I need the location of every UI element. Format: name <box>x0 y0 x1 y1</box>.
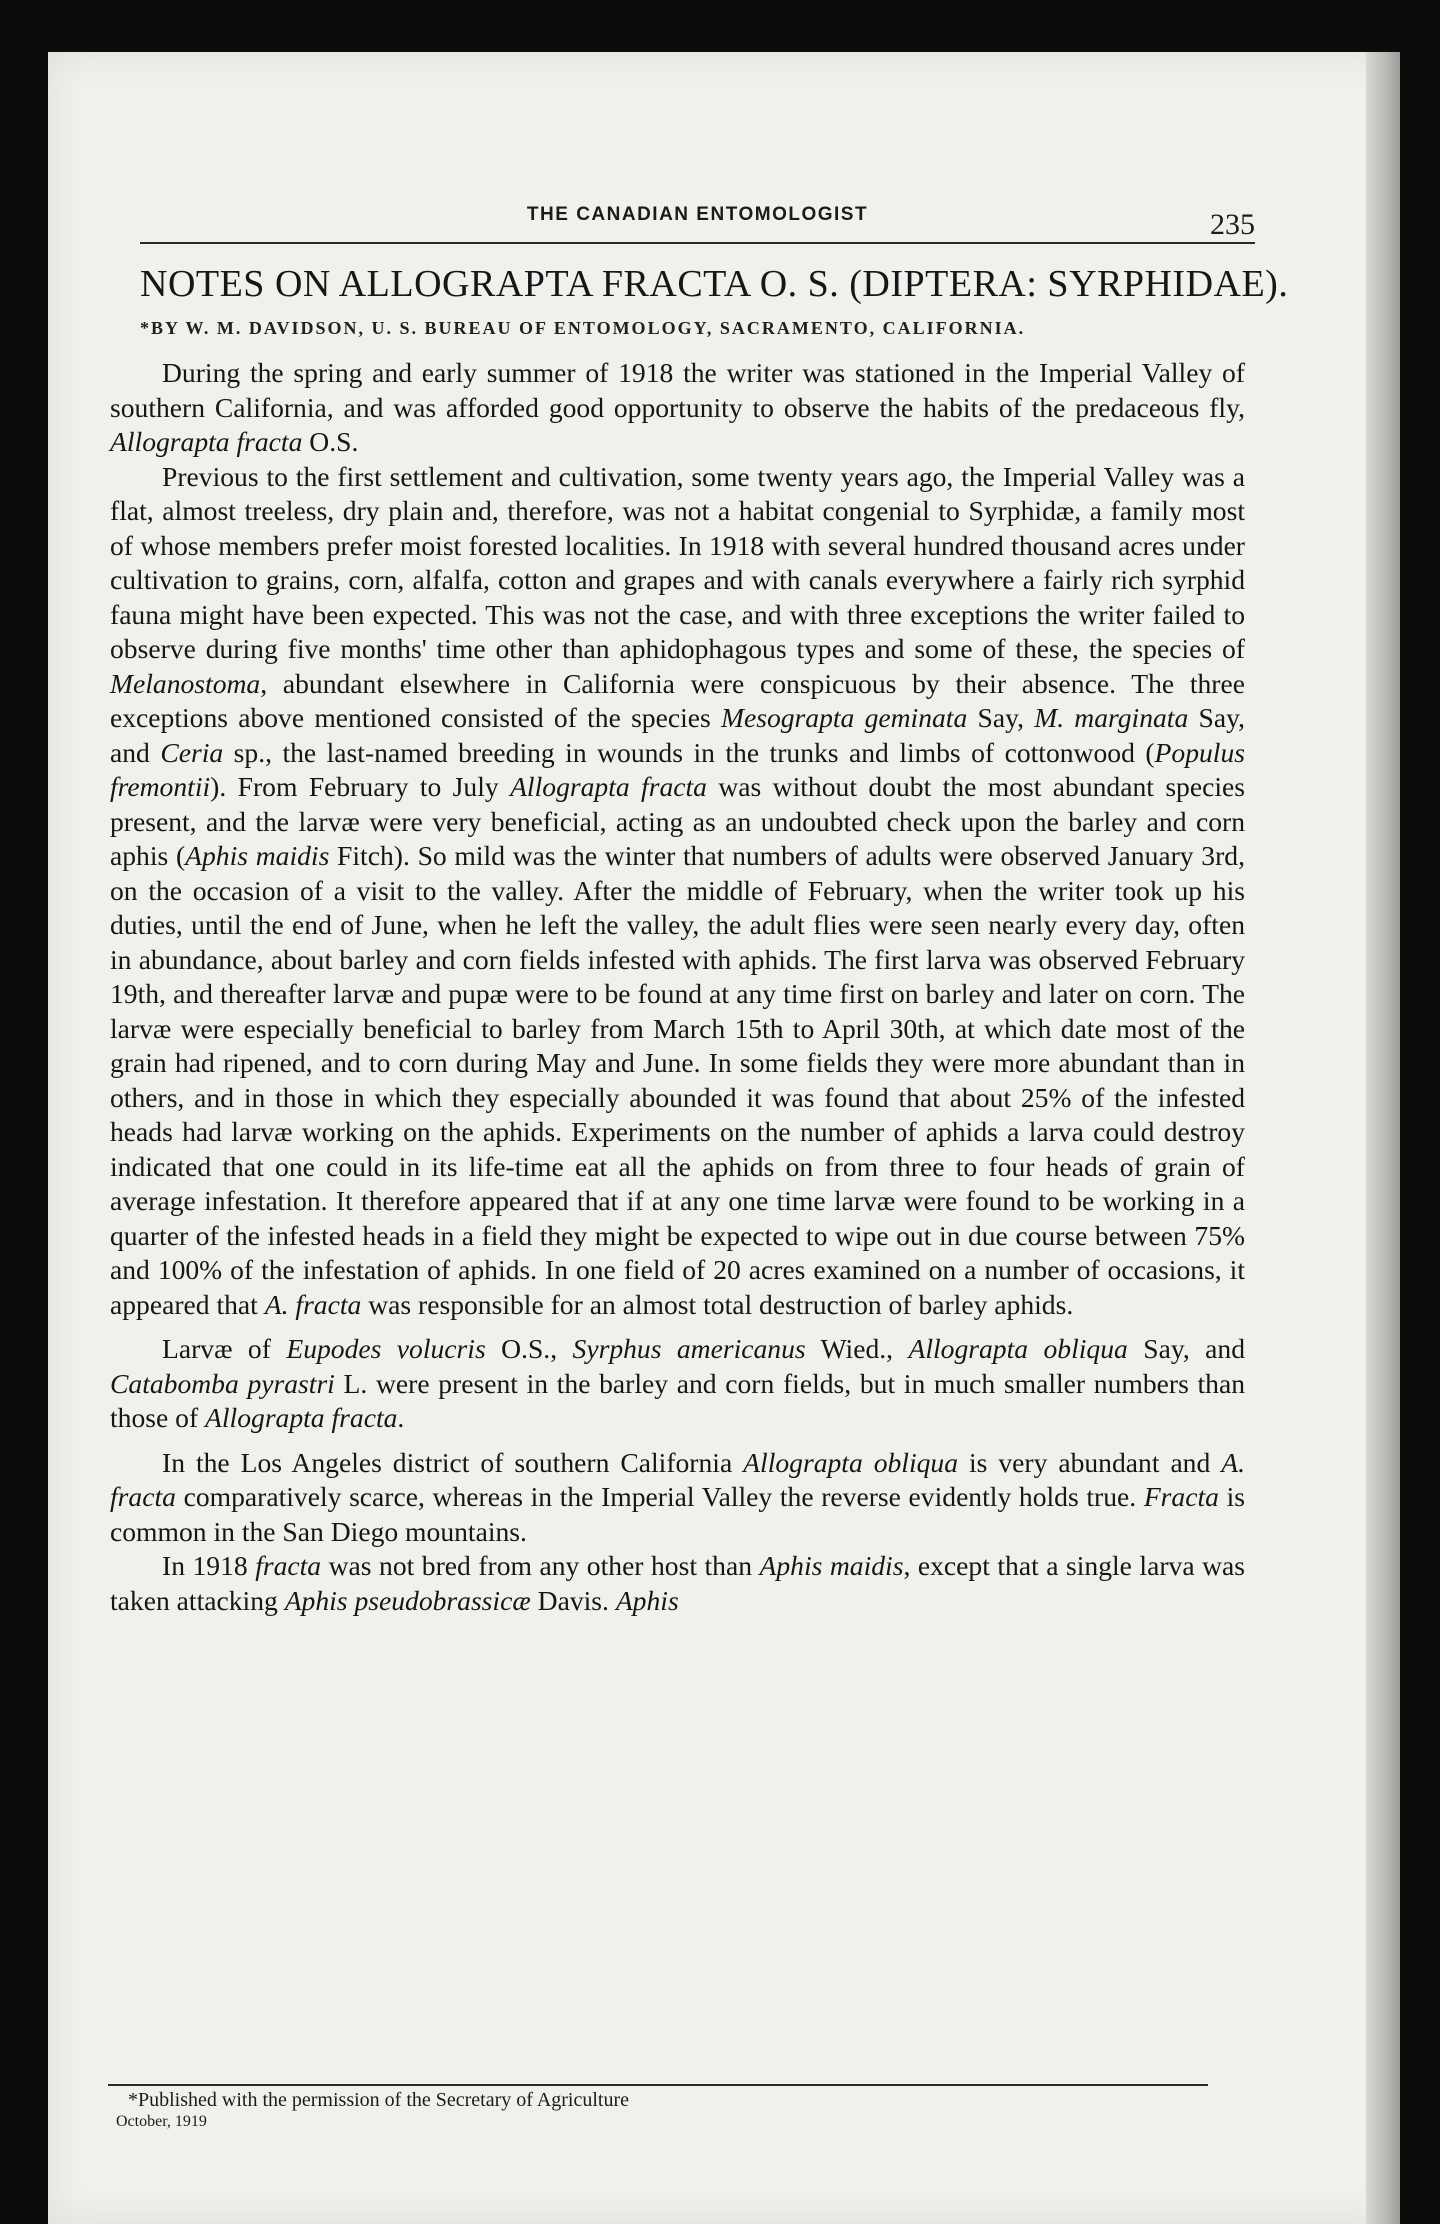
italic-term: Allograpta obliqua <box>908 1333 1128 1364</box>
footnote-rule <box>108 2084 1208 2086</box>
italic-term: Aphis maidis <box>185 840 330 871</box>
text-run: L. were present in the barley and corn fields, but in much smaller numbers than those of <box>110 1367 1246 1433</box>
italic-term: Aphis pseudobrassicæ <box>284 1584 531 1616</box>
italic-term: Eupodes volucris <box>286 1333 486 1364</box>
article-byline: *BY W. M. DAVIDSON, U. S. BUREAU OF ENTOMOLOGY, SACRAMENTO, CALIFORNIA. <box>140 318 1026 338</box>
italic-term: A. fracta <box>264 1288 362 1320</box>
body-paragraph <box>110 1446 1245 1550</box>
text-run: was without doubt the most abundant species present, and the larvæ were very beneficial, acting as an undoubted check upon the barley and corn aphis ( <box>110 771 1246 871</box>
issue-date: October, 1919 <box>116 2113 207 2130</box>
text-run: Fitch). So mild was the winter that numbers of adults were observed January 3rd, on the occasion of a visit to the valley. After the middle of February, when the writer took up his duties, until the end of June, when he left the valley, the adult flies were seen nearly every day, often in abundance, about barley and corn fields infested with aphids. The first larva was observed February 19th, and thereafter larvæ and pupæ were to be found at any time first on barley and later on corn. The larvæ were especially beneficial to barley from March 15th to April 30th, at which date most of the grain had ripened, and to corn during May and June. In some fields they were more abundant than in others, and in those in which they especially abounded it was found that about 25% of the infested heads had larvæ working on the aphids. Experiments on the number of aphids a larva could destroy indicated that one could in its life-time eat all the aphids on from three to four heads of grain of average infestation. It therefore appeared that if at any one time larvæ were found to be working in a quarter of the infested heads in a field they might be expected to wipe out in due course between 75% and 100% of the infestation of aphids. In one field of 20 acres examined on a number of occasions, it appeared that <box>110 840 1245 1320</box>
text-run: is common in the San Diego mountains. <box>110 1481 1245 1547</box>
text-run: sp., the last-named breeding in wounds in the trunks and limbs of cottonwood ( <box>223 736 1155 768</box>
italic-term: Melanostoma <box>110 667 261 699</box>
text-run: Davis. <box>530 1584 616 1616</box>
text-run: Previous to the first settlement and cultivation, some twenty years ago, the Imperial Valley was a flat, almost treeless, dry plain and, therefore, was not a habitat congenial to Syrphidæ, a family most of whose members prefer moist forested localities. In 1918 with several hundred thousand acres under cultivation to grains, corn, alfalfa, cotton and grapes and with canals everywhere a fairly rich syrphid fauna might have been expected. This was not the case, and with three exceptions the writer failed to observe during five months' time other than aphidophagous types and some of these, the species of <box>110 460 1245 664</box>
text-run: During the spring and early summer of 1918 the writer was stationed in the Imperial Valley of southern California, and was afforded good opportunity to observe the habits of the predaceous fly, <box>110 357 1245 423</box>
text-run: In 1918 <box>162 1550 256 1581</box>
text-run: , abundant elsewhere in California were conspicuous by their absence. The three exceptions above mentioned consisted of the species <box>110 667 1245 733</box>
body-paragraph <box>110 460 1245 1323</box>
running-head: THE CANADIAN ENTOMOLOGIST <box>526 204 869 225</box>
text-run: was responsible for an almost total destruction of barley aphids. <box>361 1288 1074 1320</box>
text-run: O.S., <box>485 1333 573 1364</box>
italic-term: Allograpta obliqua <box>743 1446 959 1478</box>
italic-term: Aphis <box>615 1584 679 1616</box>
body-paragraph <box>110 1332 1245 1436</box>
italic-term: Aphis maidis <box>759 1550 904 1581</box>
text-run: Say, and <box>110 702 1245 768</box>
footnote-text: *Published with the permission of the Secretary of Agriculture <box>128 2089 630 2111</box>
italic-term: Populus fremontii <box>110 736 1245 802</box>
italic-term: A. fracta <box>110 1446 1246 1512</box>
text-run: , except that a single larva was taken attacking <box>110 1550 1245 1616</box>
text-run: is very abundant and <box>958 1446 1222 1478</box>
italic-term: Catabomba pyrastri <box>110 1367 335 1399</box>
italic-term: Ceria <box>160 736 224 768</box>
text-run: . <box>397 1402 405 1433</box>
text-run: Wied., <box>805 1333 909 1364</box>
italic-term: Allograpta fracta <box>110 426 303 457</box>
header-rule <box>140 242 1255 244</box>
italic-term: Allograpta fracta <box>205 1402 398 1433</box>
footnote <box>116 2090 1216 2132</box>
italic-term: Allograpta fracta <box>510 771 707 802</box>
text-run: Say, <box>967 702 1035 733</box>
body-paragraph <box>110 1549 1245 1618</box>
text-run: O.S. <box>302 426 359 457</box>
page-header <box>140 204 1255 244</box>
italic-term: fracta <box>255 1550 322 1581</box>
article-body <box>110 356 1245 1618</box>
italic-term: M. marginata <box>1034 702 1189 733</box>
text-run: was not bred from any other host than <box>321 1550 760 1581</box>
text-run: comparatively scarce, whereas in the Imperial Valley the reverse evidently holds true. <box>175 1481 1144 1512</box>
text-run: In the Los Angeles district of southern California <box>162 1446 744 1478</box>
text-run: Larvæ of <box>162 1333 287 1364</box>
article-title: NOTES ON ALLOGRAPTA FRACTA O. S. (DIPTERA: SYRPHIDAE). <box>140 263 1289 305</box>
page-number: 235 <box>1210 208 1255 241</box>
page-edge <box>1366 52 1400 2224</box>
italic-term: Syrphus americanus <box>572 1333 806 1364</box>
text-run: ). From February to July <box>210 771 511 802</box>
italic-term: Mesograpta geminata <box>720 702 968 733</box>
text-run: Say, and <box>1127 1333 1245 1364</box>
italic-term: Fracta <box>1143 1481 1219 1512</box>
body-paragraph <box>110 356 1245 460</box>
